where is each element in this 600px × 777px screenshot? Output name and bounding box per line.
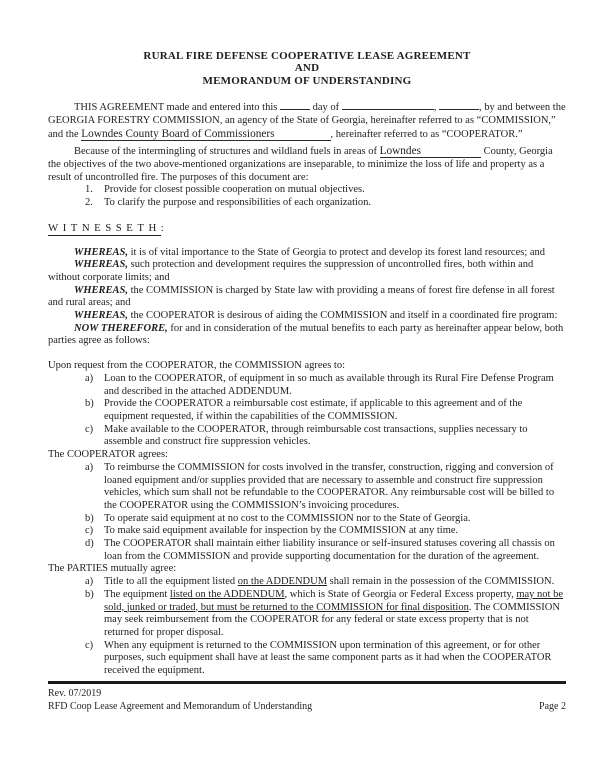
document-title bbox=[48, 50, 566, 87]
opening-text-4: , by and between the GEORGIA FORESTRY COMMISSION, an agency of the State of Georgia, hereinafter referred to as “COMMISSION,” and the bbox=[48, 102, 566, 140]
whereas-text: such protection and development requires the suppression of uncontrolled fires, both within and without corporate limits; and bbox=[48, 259, 534, 283]
list-item-letter: c) bbox=[85, 639, 94, 651]
list-item bbox=[48, 576, 566, 589]
opening-paragraph bbox=[48, 100, 566, 141]
list-item bbox=[48, 525, 566, 538]
list-item bbox=[48, 373, 566, 398]
list-item-number: 2. bbox=[85, 197, 93, 209]
title-line-3: MEMORANDUM OF UNDERSTANDING bbox=[202, 74, 412, 87]
footer-document-name: RFD Coop Lease Agreement and Memorandum of Understanding bbox=[48, 701, 313, 712]
county-name-field: Lowndes bbox=[380, 145, 481, 158]
list-item-letter: b) bbox=[85, 398, 94, 410]
list-item bbox=[48, 398, 566, 423]
opening-text-5: , hereinafter referred to as “COOPERATOR.” bbox=[330, 128, 523, 140]
month-blank-field bbox=[342, 100, 434, 110]
list-item-text: The COOPERATOR shall maintain either liability insurance or self-insured statuses covering all chassis on loan from the COMMISSION and provide supporting documentation for the duration of the agreement. bbox=[104, 538, 555, 562]
parties-a-text-1: Title to all the equipment listed bbox=[104, 576, 238, 588]
list-item-letter: c) bbox=[85, 423, 94, 435]
parties-b-text-2: , which is State of Georgia or Federal Excess property, bbox=[284, 588, 517, 600]
witnesseth-heading bbox=[48, 222, 566, 236]
whereas-text: it is of vital importance to the State of Georgia to protect and develop its forest land resources; and bbox=[130, 246, 546, 258]
whereas-clause bbox=[48, 285, 566, 310]
list-item-letter: c) bbox=[85, 525, 94, 537]
parties-b-underlined-1: listed on the ADDENDUM bbox=[169, 588, 285, 600]
footer-second-row bbox=[48, 700, 566, 713]
parties-b-underlined-2: may not be sold, junked or traded, but must be returned to the COMMISSION for final disposition bbox=[104, 588, 563, 613]
whereas-clause bbox=[48, 247, 566, 260]
commission-agrees-section bbox=[48, 360, 566, 449]
cooperator-name-field: Lowndes County Board of Commissioners bbox=[81, 128, 330, 141]
opening-text-2: day of bbox=[312, 102, 340, 114]
list-item-text: To operate said equipment at no cost to the COMMISSION nor to the State of Georgia. bbox=[104, 512, 471, 524]
list-item-text bbox=[104, 576, 566, 589]
whereas-lead: WHEREAS, bbox=[74, 246, 128, 258]
whereas-clause bbox=[48, 310, 566, 323]
list-item bbox=[48, 462, 566, 513]
list-item-text: To reimburse the COMMISSION for costs involved in the transfer, construction, rigging and conversion of loaned equipment and/or supplies provided that are necessary to assemble and construct fire suppression vehicles, which sum shall not be refundable to the COOPERATOR. Any reimbursable cost will be billed to the COOPERATOR using the COMMISSION’s invoicing procedures. bbox=[104, 461, 555, 511]
document-content bbox=[48, 50, 566, 678]
list-item-letter: a) bbox=[85, 461, 94, 473]
now-therefore-clause bbox=[48, 323, 566, 348]
list-item-text bbox=[104, 589, 566, 640]
cooperator-agrees-section bbox=[48, 449, 566, 563]
list-item-text: Loan to the COOPERATOR, of equipment in so much as available through its Rural Fire Defense Program and described in the attached ADDENDUM. bbox=[104, 372, 554, 397]
parties-a-underlined-1: on the ADDENDUM bbox=[237, 576, 328, 588]
day-blank-field bbox=[280, 100, 310, 110]
list-item-letter: a) bbox=[85, 576, 94, 588]
list-item bbox=[48, 640, 566, 678]
parties-b-text-1: The equipment bbox=[104, 588, 170, 600]
list-item-number: 1. bbox=[85, 184, 93, 196]
list-item-letter: a) bbox=[85, 372, 94, 384]
whereas-lead: WHEREAS, bbox=[74, 310, 128, 322]
now-therefore-text: for and in consideration of the mutual benefits to each party as hereinafter appear below, both parties agree as follows: bbox=[48, 322, 564, 347]
purpose-paragraph bbox=[48, 145, 566, 184]
list-item-letter: d) bbox=[85, 538, 94, 550]
whereas-text: the COOPERATOR is desirous of aiding the COMMISSION and itself in a coordinated fire program: bbox=[130, 310, 558, 322]
whereas-lead: WHEREAS, bbox=[74, 259, 128, 271]
opening-text-1: THIS AGREEMENT made and entered into this bbox=[74, 102, 278, 114]
now-therefore-lead: NOW THEREFORE, bbox=[74, 322, 168, 334]
list-item-text: To clarify the purpose and responsibilities of each organization. bbox=[104, 197, 372, 209]
witnesseth-label: WITNESSETH bbox=[48, 221, 161, 234]
commission-agrees-heading: Upon request from the COOPERATOR, the COMMISSION agrees to: bbox=[48, 360, 345, 372]
whereas-clauses bbox=[48, 247, 566, 349]
list-item bbox=[48, 424, 566, 449]
list-item-text: Make available to the COOPERATOR, through reimbursable cost transactions, supplies necessary to assemble and construct fire suppression vehicles. bbox=[104, 423, 528, 448]
list-item bbox=[48, 184, 566, 197]
whereas-text: the COMMISSION is charged by State law with providing a means of forest fire defense in all forest and rural areas; and bbox=[48, 284, 555, 309]
whereas-lead: WHEREAS, bbox=[74, 284, 128, 296]
page-footer bbox=[48, 681, 566, 713]
title-line-2: AND bbox=[294, 62, 320, 75]
list-item-text: Provide the COOPERATOR a reimbursable cost estimate, if applicable to this agreement and of the equipment requested, if within the capabilities of the COMMISSION. bbox=[104, 398, 523, 422]
purpose-list bbox=[48, 184, 566, 209]
parties-a-text-2: shall remain in the possession of the COMMISSION. bbox=[327, 576, 555, 588]
list-item-text: When any equipment is returned to the COMMISSION upon termination of this agreement, or for other purposes, such equipment shall have at least the same component parts as it had when the COOPERATOR received the equipment. bbox=[104, 639, 552, 677]
list-item bbox=[48, 513, 566, 526]
opening-text-3: , bbox=[433, 102, 437, 114]
year-blank-field bbox=[439, 100, 479, 110]
list-item bbox=[48, 589, 566, 640]
list-item-text: To make said equipment available for inspection by the COMMISSION at any time. bbox=[104, 525, 459, 537]
parties-b-text-3: . The COMMISSION may seek reimbursement from the COOPERATOR for any federal or state excess property that is not returned for proper disposal. bbox=[104, 601, 560, 638]
witnesseth-colon: : bbox=[160, 222, 164, 234]
list-item-letter: b) bbox=[85, 512, 94, 524]
list-item-letter: b) bbox=[85, 588, 94, 600]
list-item-text: Provide for closest possible cooperation on mutual objectives. bbox=[104, 184, 365, 196]
parties-agree-section bbox=[48, 563, 566, 677]
revision-label: Rev. 07/2019 bbox=[48, 688, 102, 699]
title-line-1: RURAL FIRE DEFENSE COOPERATIVE LEASE AGREEMENT bbox=[143, 50, 471, 62]
purpose-text-1: Because of the intermingling of structures and wildland fuels in areas of bbox=[74, 146, 377, 158]
purpose-text-2: County, Georgia the objectives of the two above-mentioned organizations are inseparable, to minimize the loss of life and property as a result of uncontrolled fire. The purposes of this document are: bbox=[48, 146, 553, 183]
list-item bbox=[48, 538, 566, 563]
cooperator-agrees-heading: The COOPERATOR agrees: bbox=[48, 449, 168, 461]
parties-agree-heading: The PARTIES mutually agree: bbox=[48, 563, 177, 575]
page-number: Page 2 bbox=[539, 701, 566, 712]
whereas-clause bbox=[48, 259, 566, 284]
list-item bbox=[48, 197, 566, 210]
